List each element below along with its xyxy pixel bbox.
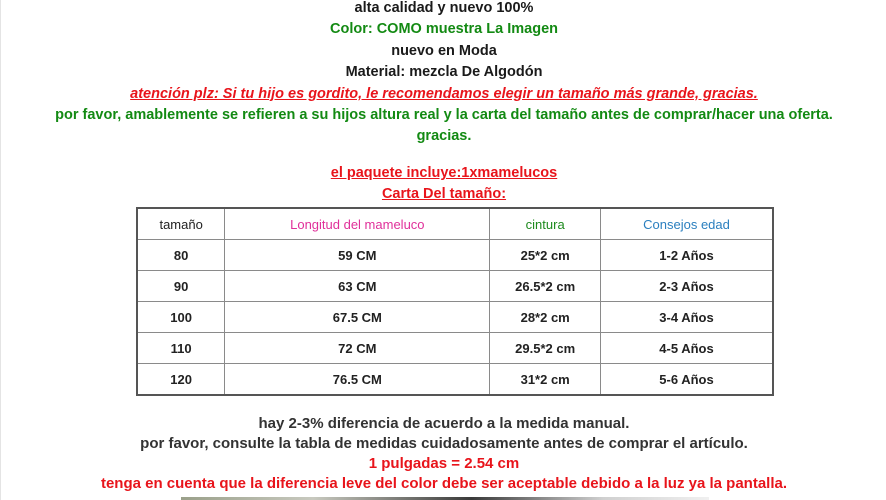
- header-size: tamaño: [137, 208, 225, 240]
- color-difference-note: tenga en cuenta que la diferencia leve del color debe ser aceptable debido a la luz ya la pantalla.: [100, 475, 788, 492]
- table-row: [137, 271, 773, 302]
- cell-length: 72 CM: [225, 333, 490, 364]
- difference-note: hay 2-3% diferencia de acuerdo a la medida manual.: [258, 415, 630, 432]
- cell-waist: 29.5*2 cm: [490, 333, 601, 364]
- table-row: [137, 302, 773, 333]
- cell-size: 120: [137, 364, 225, 396]
- size-advice-text: por favor, amablemente se refieren a su hijos altura real y la carta del tamaño antes de comprar/hacer una oferta.: [55, 106, 833, 123]
- cell-age: 1-2 Años: [601, 240, 773, 271]
- table-header-row: [137, 208, 773, 240]
- cell-waist: 28*2 cm: [490, 302, 601, 333]
- cell-length: 76.5 CM: [225, 364, 490, 396]
- header-age: Consejos edad: [601, 208, 773, 240]
- cell-length: 63 CM: [225, 271, 490, 302]
- cell-size: 100: [137, 302, 225, 333]
- cell-age: 3-4 Años: [601, 302, 773, 333]
- package-includes: el paquete incluye:1xmamelucos: [330, 165, 558, 181]
- quality-text: alta calidad y nuevo 100%: [354, 0, 534, 16]
- attention-notice: atención plz: Si tu hijo es gordito, le recomendamos elegir un tamaño más grande, gracias.: [130, 85, 758, 102]
- package-section: [1, 163, 886, 206]
- material-text: Material: mezcla De Algodón: [345, 64, 543, 81]
- product-intro: [1, 0, 886, 148]
- cell-size: 80: [137, 240, 225, 271]
- size-chart-table: [136, 207, 774, 396]
- cell-length: 59 CM: [225, 240, 490, 271]
- table-row: [137, 333, 773, 364]
- cell-age: 5-6 Años: [601, 364, 773, 396]
- fashion-text: nuevo en Moda: [391, 42, 497, 59]
- inch-conversion: 1 pulgadas = 2.54 cm: [368, 455, 520, 472]
- cell-size: 90: [137, 271, 225, 302]
- cell-size: 110: [137, 333, 225, 364]
- consult-note: por favor, consulte la tabla de medidas cuidadosamente antes de comprar el artículo.: [140, 435, 748, 452]
- color-text: Color: COMO muestra La Imagen: [329, 21, 558, 38]
- table-row: [137, 364, 773, 396]
- cell-waist: 26.5*2 cm: [490, 271, 601, 302]
- measurement-notes: [1, 414, 886, 494]
- header-waist: cintura: [490, 208, 601, 240]
- thanks-text: gracias.: [416, 128, 472, 145]
- cell-length: 67.5 CM: [225, 302, 490, 333]
- header-length: Longitud del mameluco: [225, 208, 490, 240]
- cell-age: 4-5 Años: [601, 333, 773, 364]
- table-row: [137, 240, 773, 271]
- cell-age: 2-3 Años: [601, 271, 773, 302]
- cell-waist: 25*2 cm: [490, 240, 601, 271]
- cell-waist: 31*2 cm: [490, 364, 601, 396]
- size-chart-title: Carta Del tamaño:: [381, 186, 507, 203]
